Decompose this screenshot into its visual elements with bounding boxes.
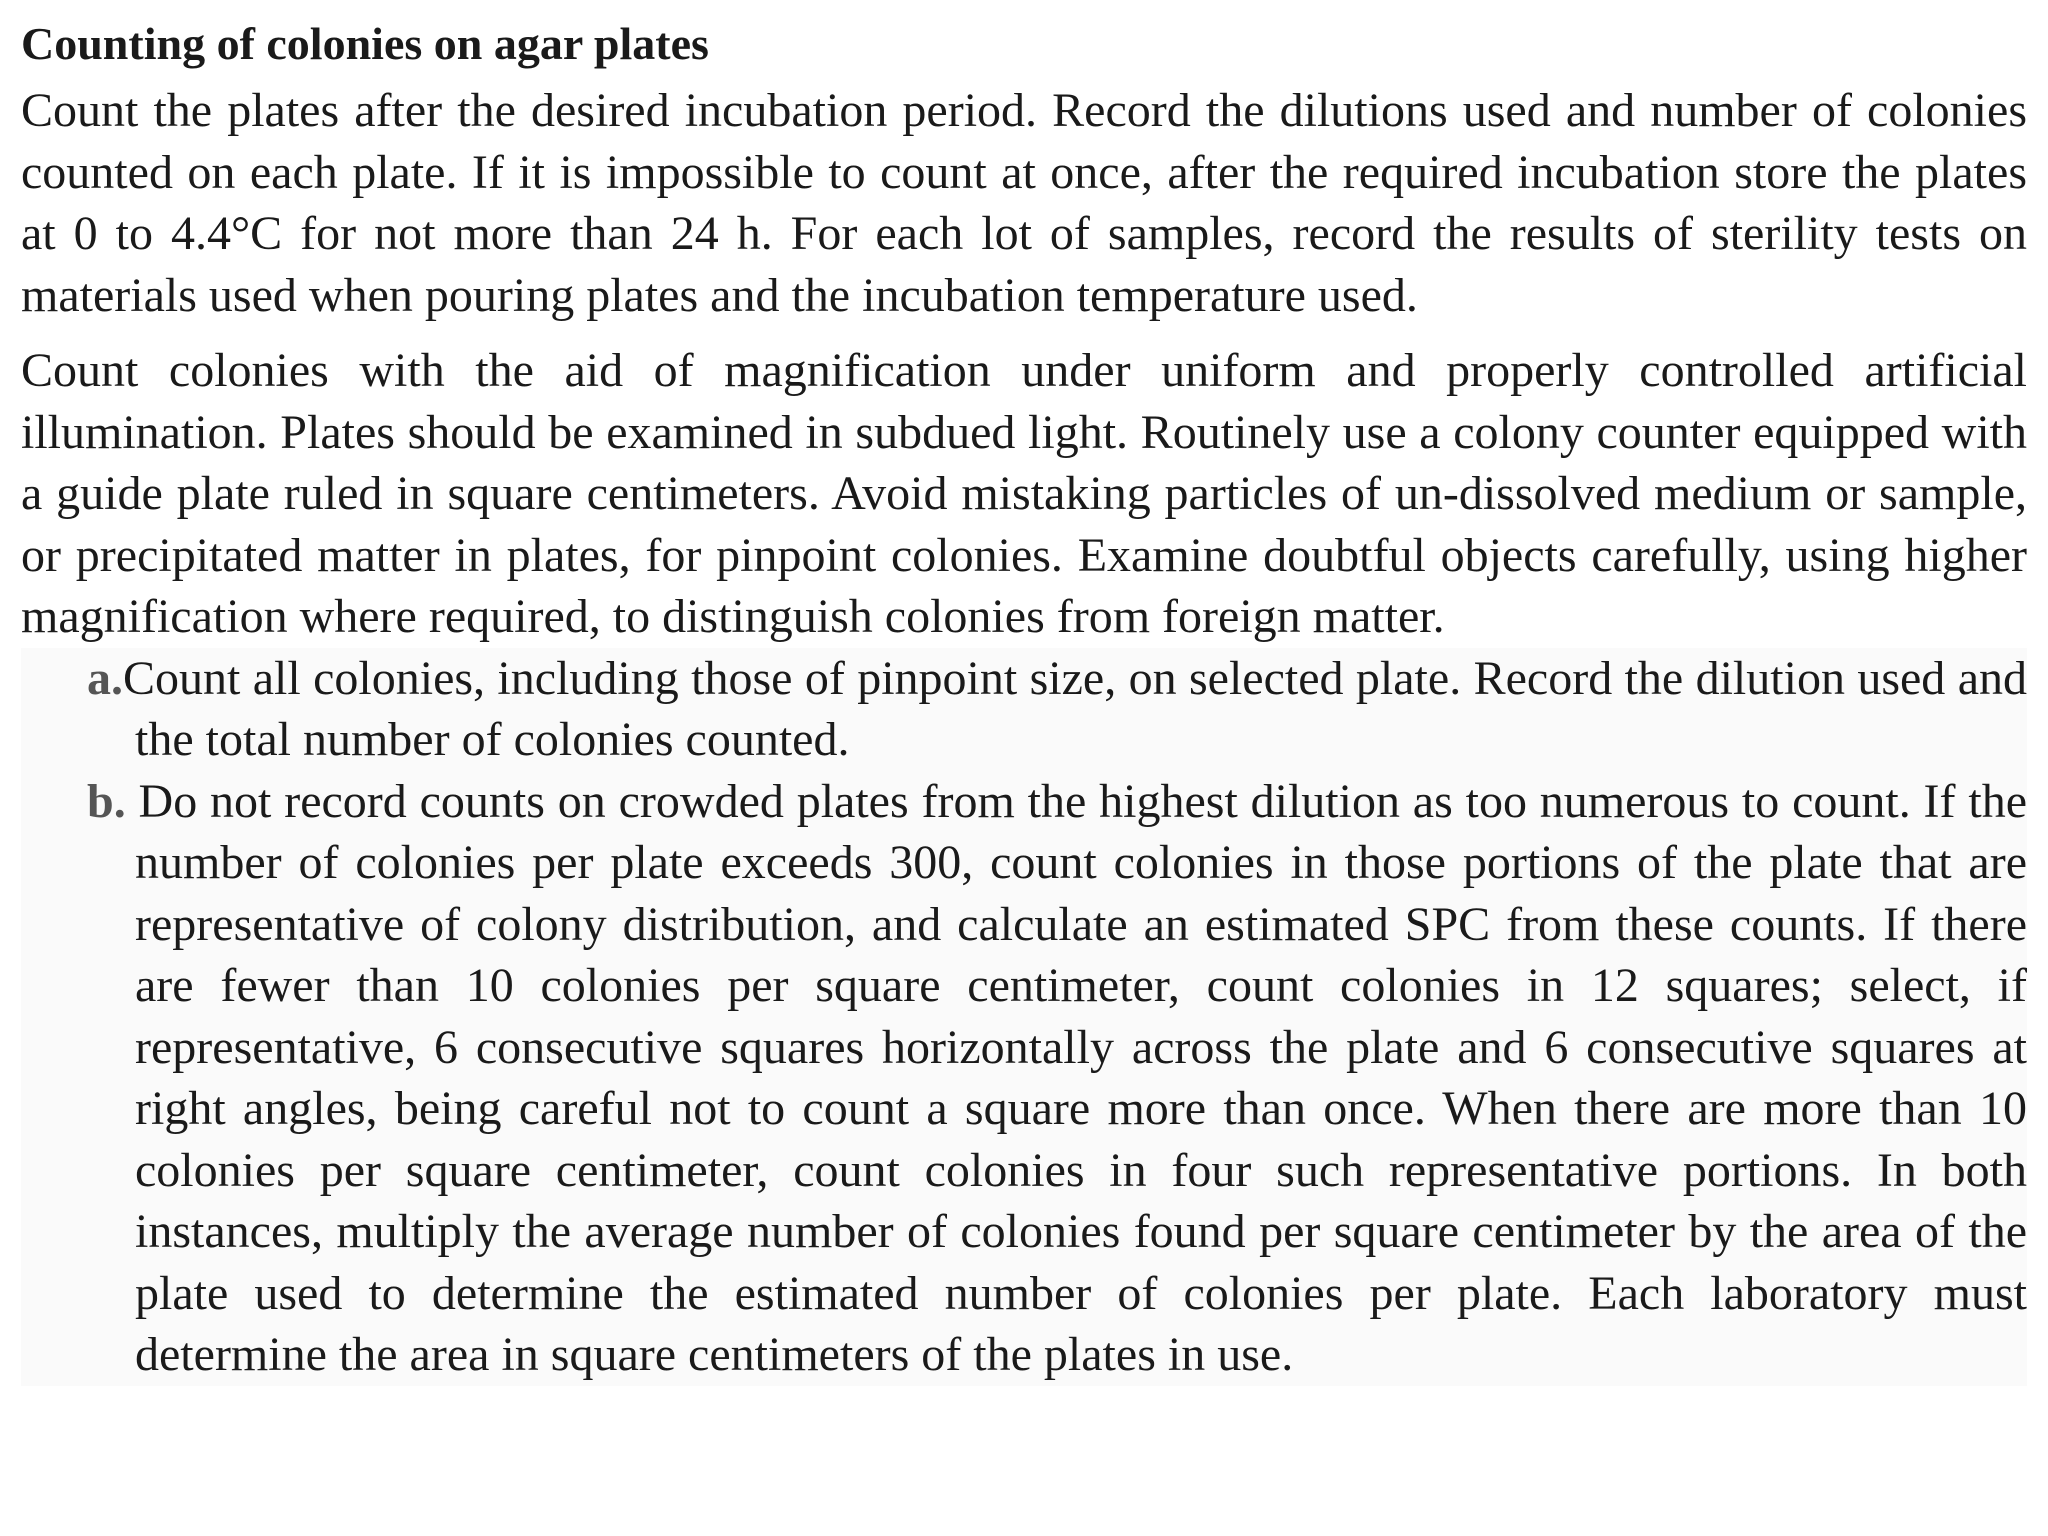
list-item-b <box>21 771 2027 1386</box>
list-marker-a: a. <box>87 651 123 705</box>
procedure-list <box>21 648 2027 1386</box>
document-page <box>21 0 2027 1386</box>
list-item-a <box>21 648 2027 771</box>
paragraph-magnification: Count colonies with the aid of magnification under uniform and properly controlled artificial illumination. Plates should be examined in subdued light. Routinely use a colony counter equipped with a guide plate ruled in square centimeters. Avoid mistaking particles of un-dissolved medium or sample, or precipitated matter in plates, for pinpoint colonies. Examine doubtful objects carefully, using higher magnification where required, to distinguish colonies from foreign matter. <box>21 344 2027 643</box>
list-text-b: Do not record counts on crowded plates from the highest dilution as too numerous to count. If the number of colonies per plate exceeds 300, count colonies in those portions of the plate that are representative of colony distribution, and calculate an estimated SPC from these counts. If there are fewer than 10 colonies per square centimeter, count colonies in 12 squares; select, if representative, 6 consecutive squares horizontally across the plate and 6 consecutive squares at right angles, being careful not to count a square more than once. When there are more than 10 colonies per square centimeter, count colonies in four such representative portions. In both instances, multiply the average number of colonies found per square centimeter by the area of the plate used to determine the estimated number of colonies per plate. Each laboratory must determine the area in square centimeters of the plates in use. <box>135 774 2028 1381</box>
list-marker-b: b. <box>87 774 126 828</box>
paragraph-incubation: Count the plates after the desired incubation period. Record the dilutions used and number of colonies counted on each plate. If it is impossible to count at once, after the required incubation store the plates at 0 to 4.4°C for not more than 24 h. For each lot of samples, record the results of sterility tests on materials used when pouring plates and the incubation temperature used. <box>21 84 2027 322</box>
section-heading: Counting of colonies on agar plates <box>21 18 709 69</box>
list-text-a: Count all colonies, including those of pinpoint size, on selected plate. Record the dilution used and the total number of colonies counted. <box>123 651 2027 766</box>
